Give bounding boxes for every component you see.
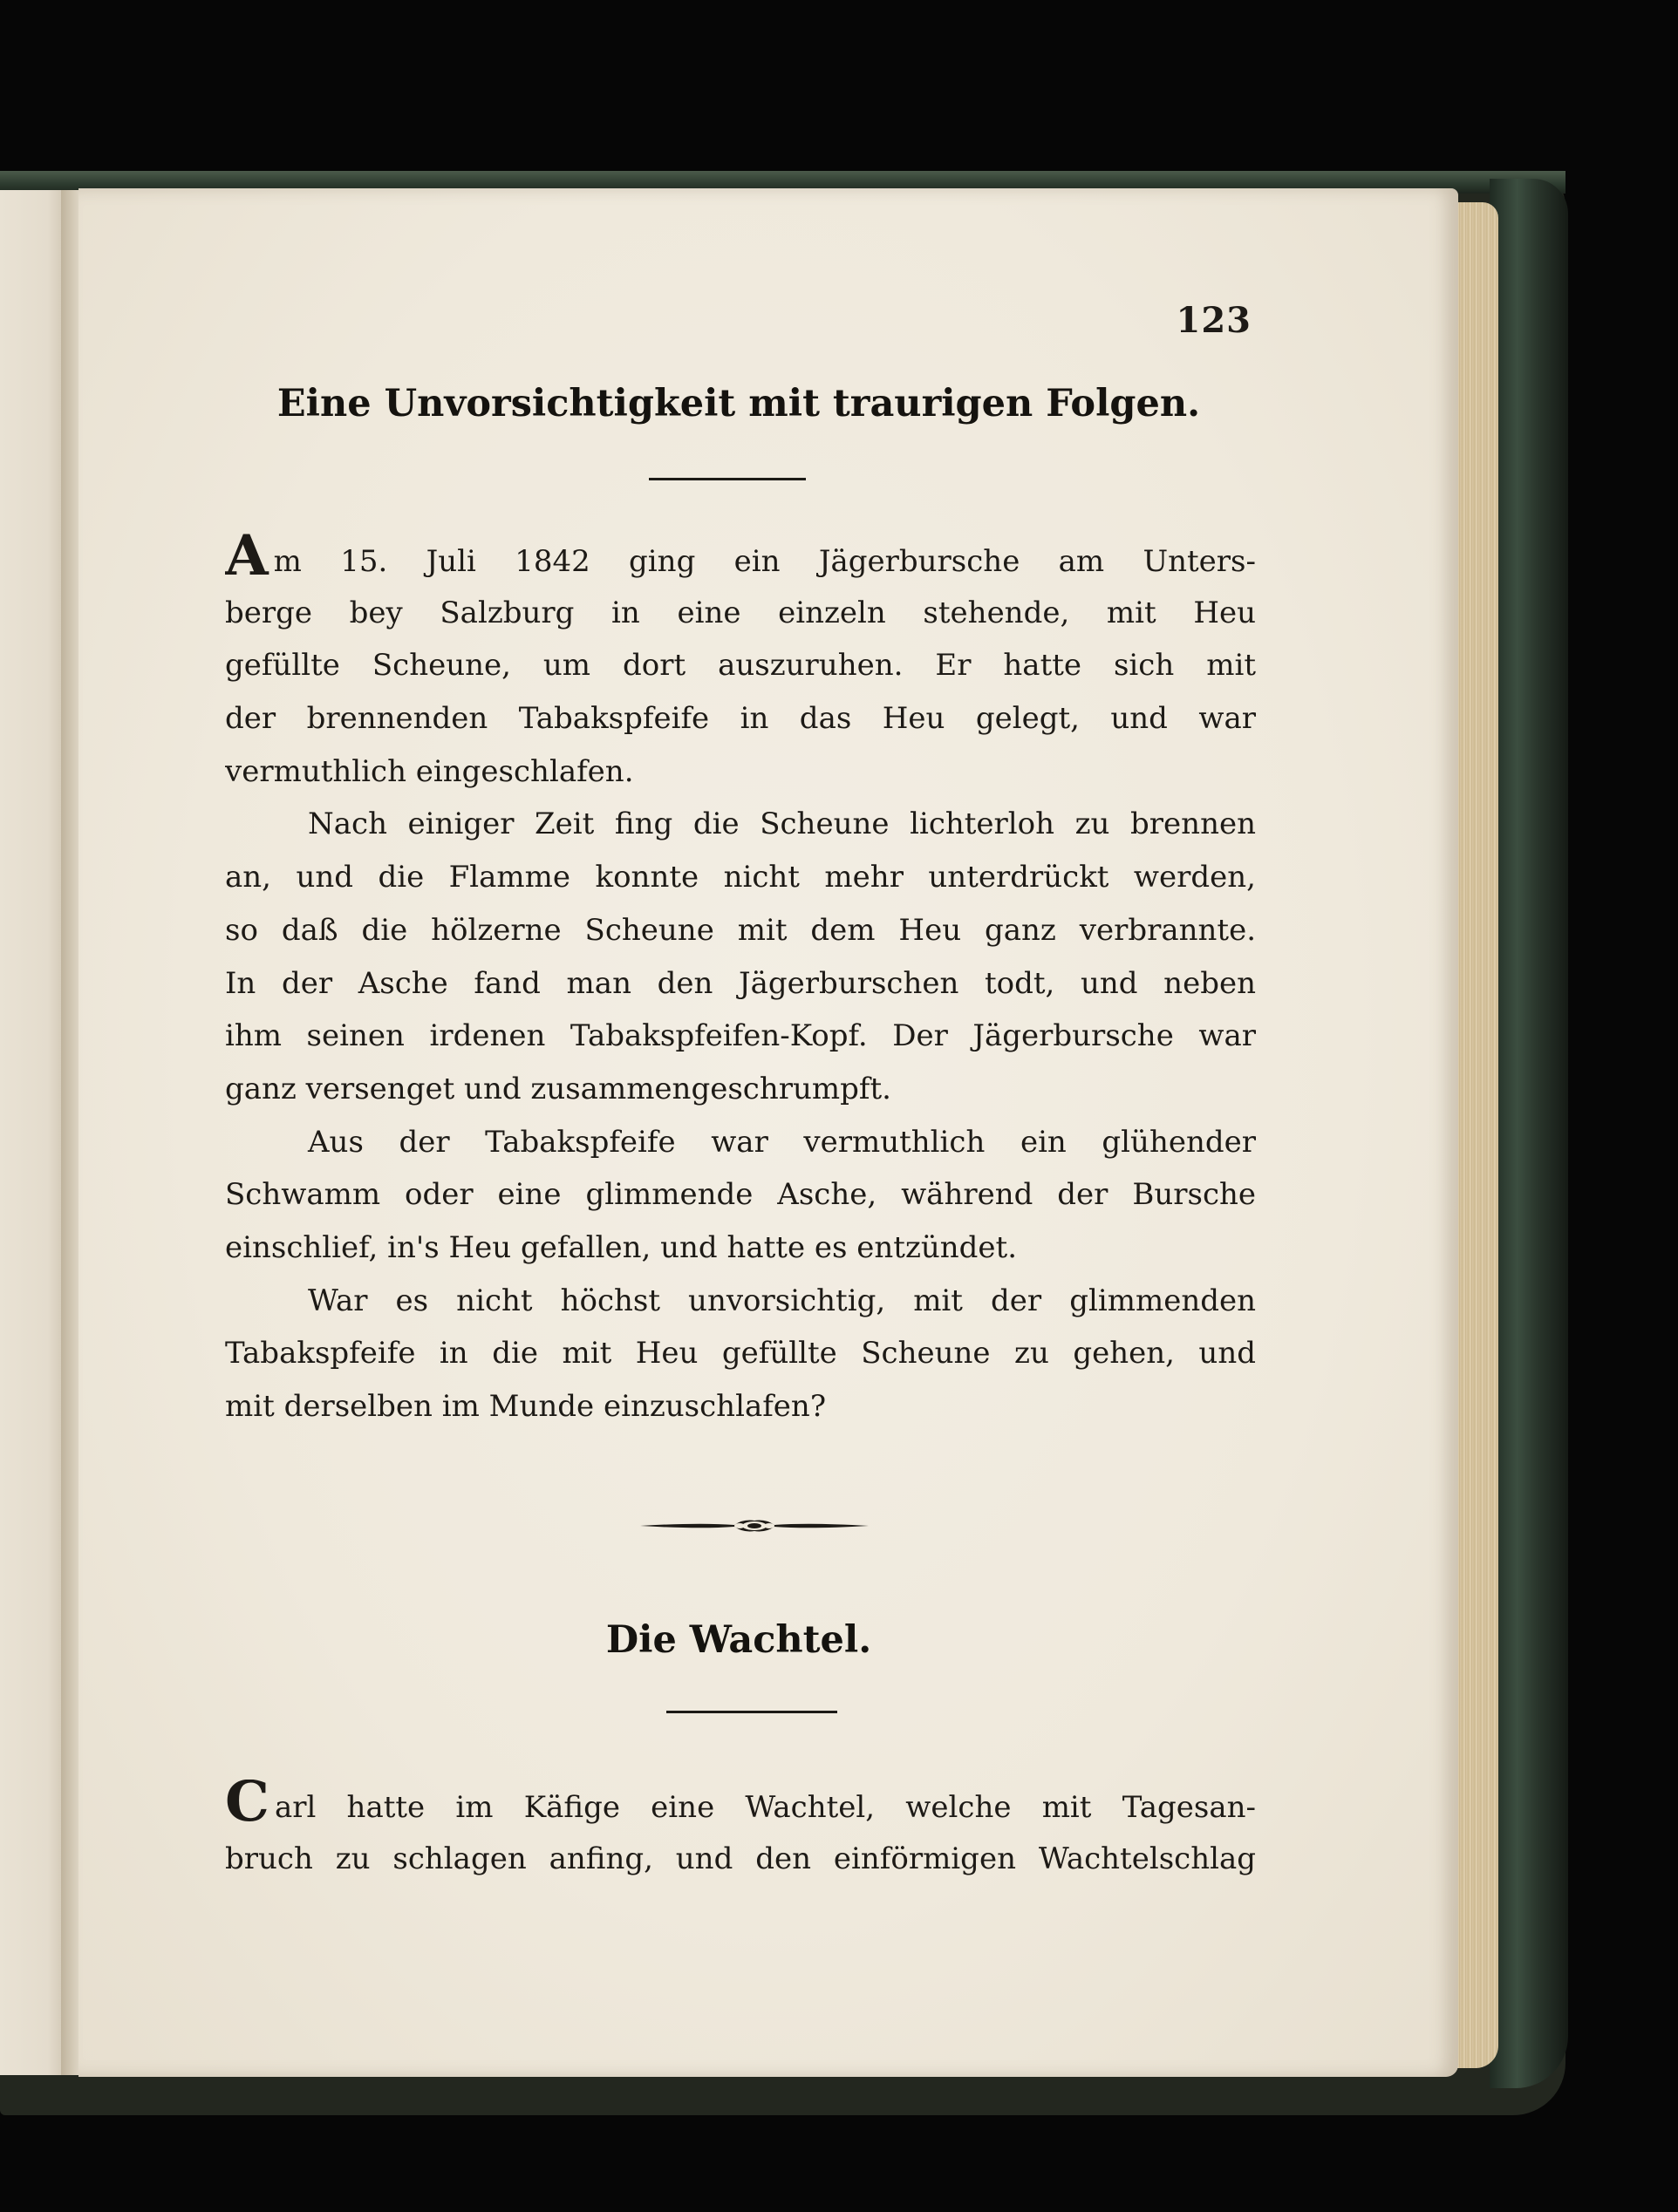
story-title-2: Die Wachtel. <box>605 1618 872 1662</box>
page-number: 123 <box>1176 300 1252 341</box>
text-line: gefüllte Scheune, um dort auszuruhen. Er hatte sich mit <box>225 648 1256 684</box>
text-line: vermuthlich eingeschlafen. <box>225 753 634 789</box>
text-line: so daß die hölzerne Scheune mit dem Heu ganz verbrannte. <box>225 912 1256 948</box>
drop-cap: A <box>225 534 269 587</box>
title-rule-1 <box>649 478 806 480</box>
text-line: War es nicht höchst unvorsichtig, mit der glimmenden <box>308 1283 1256 1318</box>
text-line: mit derselben im Munde einzuschlafen? <box>225 1389 827 1424</box>
title-rule-2 <box>666 1711 837 1713</box>
line-text: m 15. Juli 1842 ging ein Jägerbursche am Unters- <box>273 544 1256 579</box>
text-line: ihm seinen irdenen Tabakspfeifen-Kopf. Der Jägerbursche war <box>225 1018 1256 1054</box>
text-line: Aus der Tabakspfeife war vermuthlich ein glühender <box>308 1124 1256 1160</box>
story-body-1 <box>225 534 1256 1433</box>
line-text: arl hatte im Käfige eine Wachtel, welche mit Tagesan- <box>274 1790 1256 1825</box>
cover-spine-edge <box>1490 179 1568 2088</box>
text-line: einschlief, in's Heu gefallen, und hatte es entzündet. <box>225 1229 1018 1265</box>
text-line: der brennenden Tabakspfeife in das Heu gelegt, und war <box>225 701 1256 737</box>
text-line: Schwamm oder eine glimmende Asche, während der Bursche <box>225 1177 1256 1213</box>
story-title-1: Eine Unvorsichtigkeit mit traurigen Folgen. <box>276 382 1201 425</box>
text-line: an, und die Flamme konnte nicht mehr unterdrückt werden, <box>225 860 1256 895</box>
left-page <box>0 190 68 2075</box>
ornament-divider <box>638 1514 870 1538</box>
text-line: bruch zu schlagen anfing, und den einförmigen Wachtelschlag <box>225 1841 1256 1876</box>
text-line <box>225 534 1256 587</box>
story-body-2 <box>225 1780 1256 1885</box>
text-line: berge bey Salzburg in eine einzeln stehende, mit Heu <box>225 595 1256 630</box>
text-line: ganz versenget und zusammengeschrumpft. <box>225 1071 891 1106</box>
drop-cap: C <box>225 1780 269 1833</box>
text-line: Tabakspfeife in die mit Heu gefüllte Scheune zu gehen, und <box>225 1336 1256 1371</box>
text-line: Nach einiger Zeit fing die Scheune lichterloh zu brennen <box>308 807 1256 842</box>
text-line: In der Asche fand man den Jägerburschen todt, und neben <box>225 965 1256 1001</box>
text-line <box>225 1780 1256 1833</box>
